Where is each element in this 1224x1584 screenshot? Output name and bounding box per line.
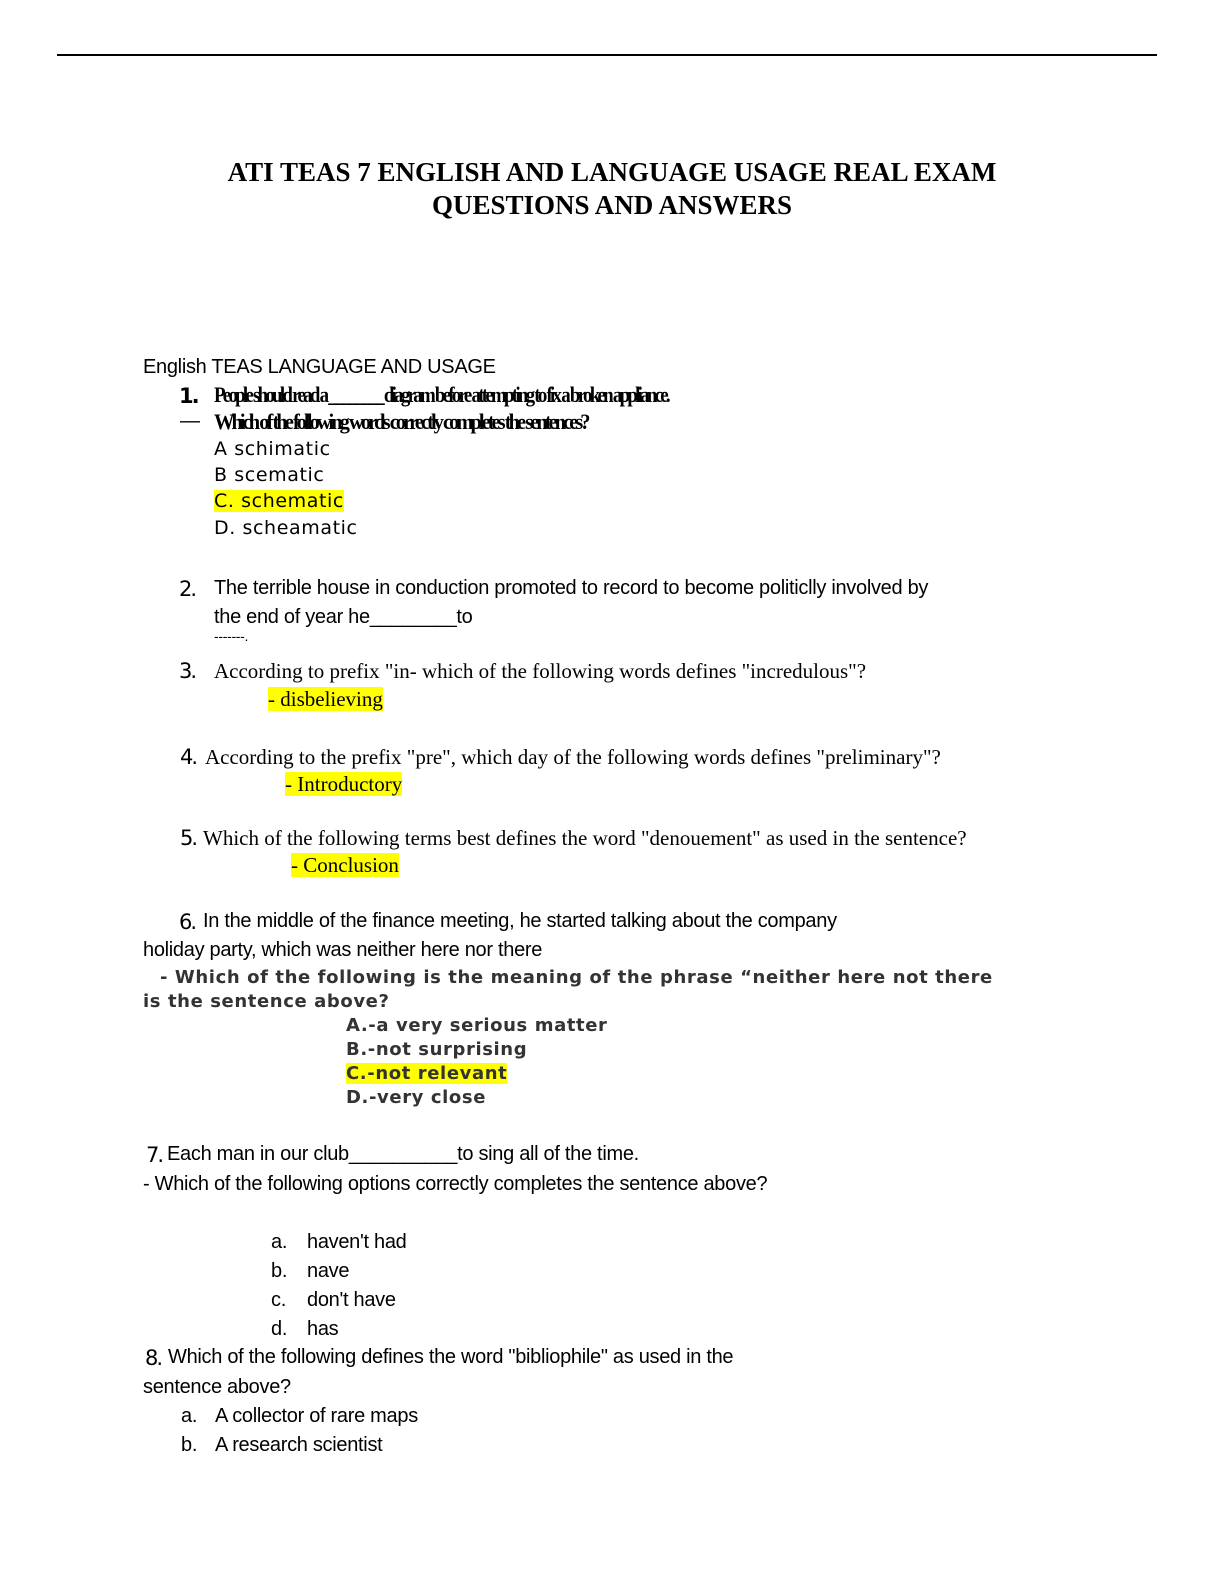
document-title-line-1: ATI TEAS 7 ENGLISH AND LANGUAGE USAGE REAL EXAM	[227, 157, 997, 187]
q8-number: 8.	[145, 1346, 162, 1370]
q7-prompt: - Which of the following options correctly completes the sentence above?	[143, 1173, 768, 1195]
q7-number: 7.	[146, 1143, 163, 1167]
q7-option-a-letter: a.	[271, 1231, 288, 1253]
q2-line-3: -------.	[214, 628, 249, 644]
q3-number: 3.	[179, 659, 196, 683]
q4-text: According to the prefix "pre", which day of the following words defines "preliminary"?	[205, 745, 941, 769]
q5-number: 5.	[180, 826, 197, 850]
q1-option-d: D. scheamatic	[214, 517, 358, 539]
header-rule	[57, 54, 1157, 56]
q8-line-2: sentence above?	[143, 1376, 291, 1398]
q5-text: Which of the following terms best defines the word "denouement" as used in the sentence?	[203, 826, 967, 850]
q1-option-a: A schimatic	[214, 438, 331, 460]
q6-option-d: D.-very close	[346, 1087, 486, 1108]
q1-option-c-highlighted: C. schematic	[214, 490, 344, 512]
q7-text: Each man in our club__________to sing all of the time.	[167, 1143, 639, 1165]
q8-option-a-letter: a.	[181, 1405, 198, 1427]
q1-prompt: Which of the following words correctly completes the sentences?	[214, 409, 588, 434]
q7-option-d: has	[307, 1318, 339, 1340]
q6-prompt-line-2: is the sentence above?	[143, 991, 390, 1012]
q1-number: 1.	[179, 384, 198, 408]
q4-answer-highlighted: - Introductory	[285, 772, 403, 796]
q5-answer-highlighted: - Conclusion	[291, 853, 399, 877]
q1-text: People should read a ________ diagram before attempting to fix a broken appliance.	[214, 382, 668, 407]
q7-option-c: don't have	[307, 1289, 396, 1311]
q8-option-b-letter: b.	[181, 1434, 198, 1456]
q2-line-1: The terrible house in conduction promoted to record to become politiclly involved by	[214, 577, 929, 599]
q6-line-1: In the middle of the finance meeting, he started talking about the company	[203, 910, 837, 932]
q1-dash: —	[180, 410, 200, 432]
q3-text: According to prefix "in- which of the following words defines "incredulous"?	[214, 659, 867, 683]
q6-prompt-line-1: - Which of the following is the meaning of the phrase “neither here not there	[160, 967, 993, 988]
q6-option-c-highlighted: C.-not relevant	[346, 1063, 508, 1084]
q8-option-a: A collector of rare maps	[215, 1405, 418, 1427]
q7-option-c-letter: c.	[271, 1289, 286, 1311]
q7-option-b-letter: b.	[271, 1260, 288, 1282]
q2-line-2: the end of year he________to	[214, 606, 473, 628]
q8-line-1: Which of the following defines the word "bibliophile" as used in the	[168, 1346, 734, 1368]
document-title-line-2: QUESTIONS AND ANSWERS	[431, 190, 793, 220]
q6-line-2: holiday party, which was neither here nor there	[143, 939, 543, 961]
q8-option-b: A research scientist	[215, 1434, 383, 1456]
q1-option-b: B scematic	[214, 464, 325, 486]
q2-number: 2.	[179, 577, 196, 601]
q6-option-b: B.-not surprising	[346, 1039, 528, 1060]
q7-option-d-letter: d.	[271, 1318, 288, 1340]
q6-option-a: A.-a very serious matter	[346, 1015, 608, 1036]
q7-option-a: haven't had	[307, 1231, 407, 1253]
section-heading: English TEAS LANGUAGE AND USAGE	[143, 356, 496, 378]
q3-answer-highlighted: - disbelieving	[268, 687, 383, 711]
q6-number: 6.	[179, 910, 196, 934]
q4-number: 4.	[180, 745, 197, 769]
q7-option-b: nave	[307, 1260, 350, 1282]
